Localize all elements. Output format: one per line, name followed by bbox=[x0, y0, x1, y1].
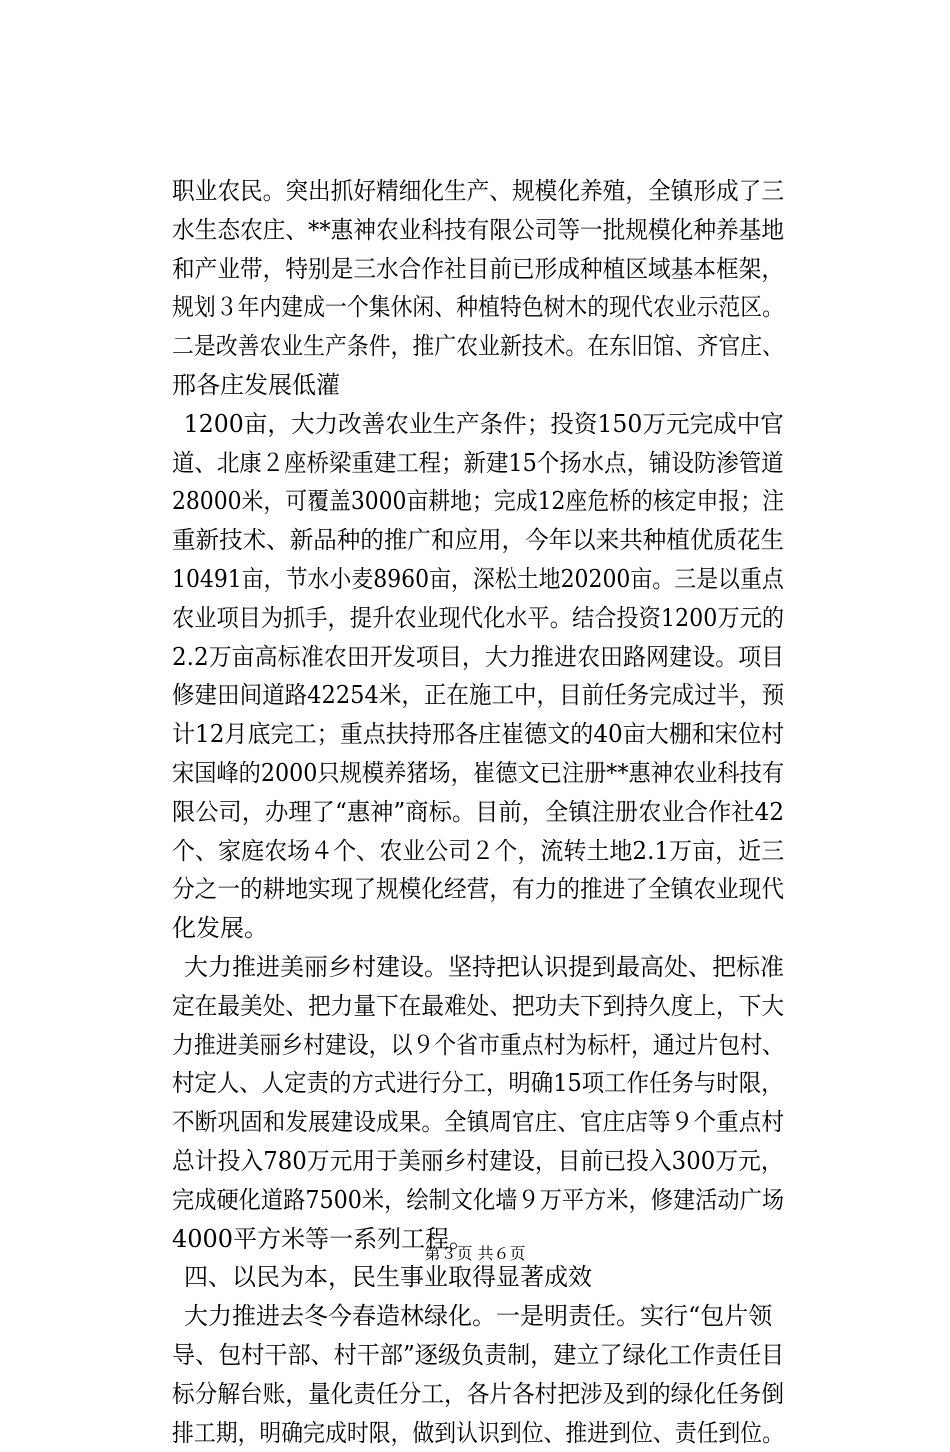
text-line: 导、包村干部、村干部”逐级负责制，建立了绿化工作责任目 bbox=[172, 1336, 761, 1375]
text-line: 二是改善农业生产条件，推广农业新技术。在东旧馆、齐官庄、 bbox=[172, 327, 729, 366]
text-line: 分之一的耕地实现了规模化经营，有力的推进了全镇农业现代 bbox=[172, 870, 750, 909]
text-line: 2.2万亩高标准农田开发项目，大力推进农田路网建设。项目 bbox=[172, 638, 759, 677]
text-line: 村定人、人定责的方式进行分工，明确15项工作任务与时限， bbox=[172, 1064, 744, 1103]
text-line: 完成硬化道路7500米，绘制文化墙９万平方米，修建活动广场 bbox=[172, 1181, 739, 1220]
text-line: 重新技术、新品种的推广和应用，今年以来共种植优质花生 bbox=[172, 521, 772, 560]
text-line: 力推进美丽乡村建设，以９个省市重点村为标杆，通过片包村、 bbox=[172, 1026, 729, 1065]
text-line: 大力推进美丽乡村建设。坚持把认识提到最高处、把标准 bbox=[172, 948, 784, 987]
section-heading: 四、以民为本，民生事业取得显著成效 bbox=[172, 1258, 784, 1297]
text-line: 水生态农庄、**惠神农业科技有限公司等一批规模化种养基地 bbox=[172, 211, 750, 250]
text-line: 总计投入780万元用于美丽乡村建设，目前已投入300万元， bbox=[172, 1142, 754, 1181]
text-line: 职业农民。突出抓好精细化生产、规模化养殖，全镇形成了三 bbox=[172, 172, 750, 211]
text-line: 限公司，办理了“惠神”商标。目前，全镇注册农业合作社42 bbox=[172, 793, 766, 832]
text-line: 1200亩，大力改善农业生产条件；投资150万元完成中官 bbox=[172, 405, 773, 444]
text-line: 修建田间道路42254米，正在施工中，目前任务完成过半，预 bbox=[172, 676, 746, 715]
text-line: 农业项目为抓手，提升农业现代化水平。结合投资1200万元的 bbox=[172, 599, 739, 638]
text-line: 宋国峰的2000只规模养猪场，崔德文已注册**惠神农业科技有 bbox=[172, 754, 739, 793]
text-line: 道、北康２座桥梁重建工程；新建15个扬水点，铺设防渗管道 bbox=[172, 444, 744, 483]
text-line: 排工期，明确完成时限，做到认识到位、推进到位、责任到位。 bbox=[172, 1414, 729, 1452]
text-line: 标分解台账，量化责任分工，各片各村把涉及到的绿化任务倒 bbox=[172, 1375, 750, 1414]
text-line: 个、家庭农场４个、农业公司２个，流转土地2.1万亩，近三 bbox=[172, 832, 759, 871]
text-line: 计12月底完工；重点扶持邢各庄崔德文的40亩大棚和宋位村 bbox=[172, 715, 760, 754]
text-line: 10491亩，节水小麦8960亩，深松土地20200亩。三是以重点 bbox=[172, 560, 731, 599]
text-line: 邢各庄发展低灌 bbox=[172, 366, 784, 405]
text-line: 28000米，可覆盖3000亩耕地；完成12座危桥的核定申报；注 bbox=[172, 482, 729, 521]
text-line: 不断巩固和发展建设成果。全镇周官庄、官庄店等９个重点村 bbox=[172, 1103, 750, 1142]
text-line: 4000平方米等一系列工程。 bbox=[172, 1220, 784, 1259]
text-line: 化发展。 bbox=[172, 909, 784, 948]
text-line: 规划３年内建成一个集休闲、种植特色树木的现代农业示范区。 bbox=[172, 288, 729, 327]
text-line: 定在最美处、把力量下在最难处、把功夫下到持久度上，下大 bbox=[172, 987, 750, 1026]
text-line: 和产业带，特别是三水合作社目前已形成种植区域基本框架， bbox=[172, 250, 750, 289]
text-line: 大力推进去冬今春造林绿化。一是明责任。实行“包片领 bbox=[172, 1297, 784, 1336]
page-number: 第３页 共６页 bbox=[0, 1244, 950, 1264]
